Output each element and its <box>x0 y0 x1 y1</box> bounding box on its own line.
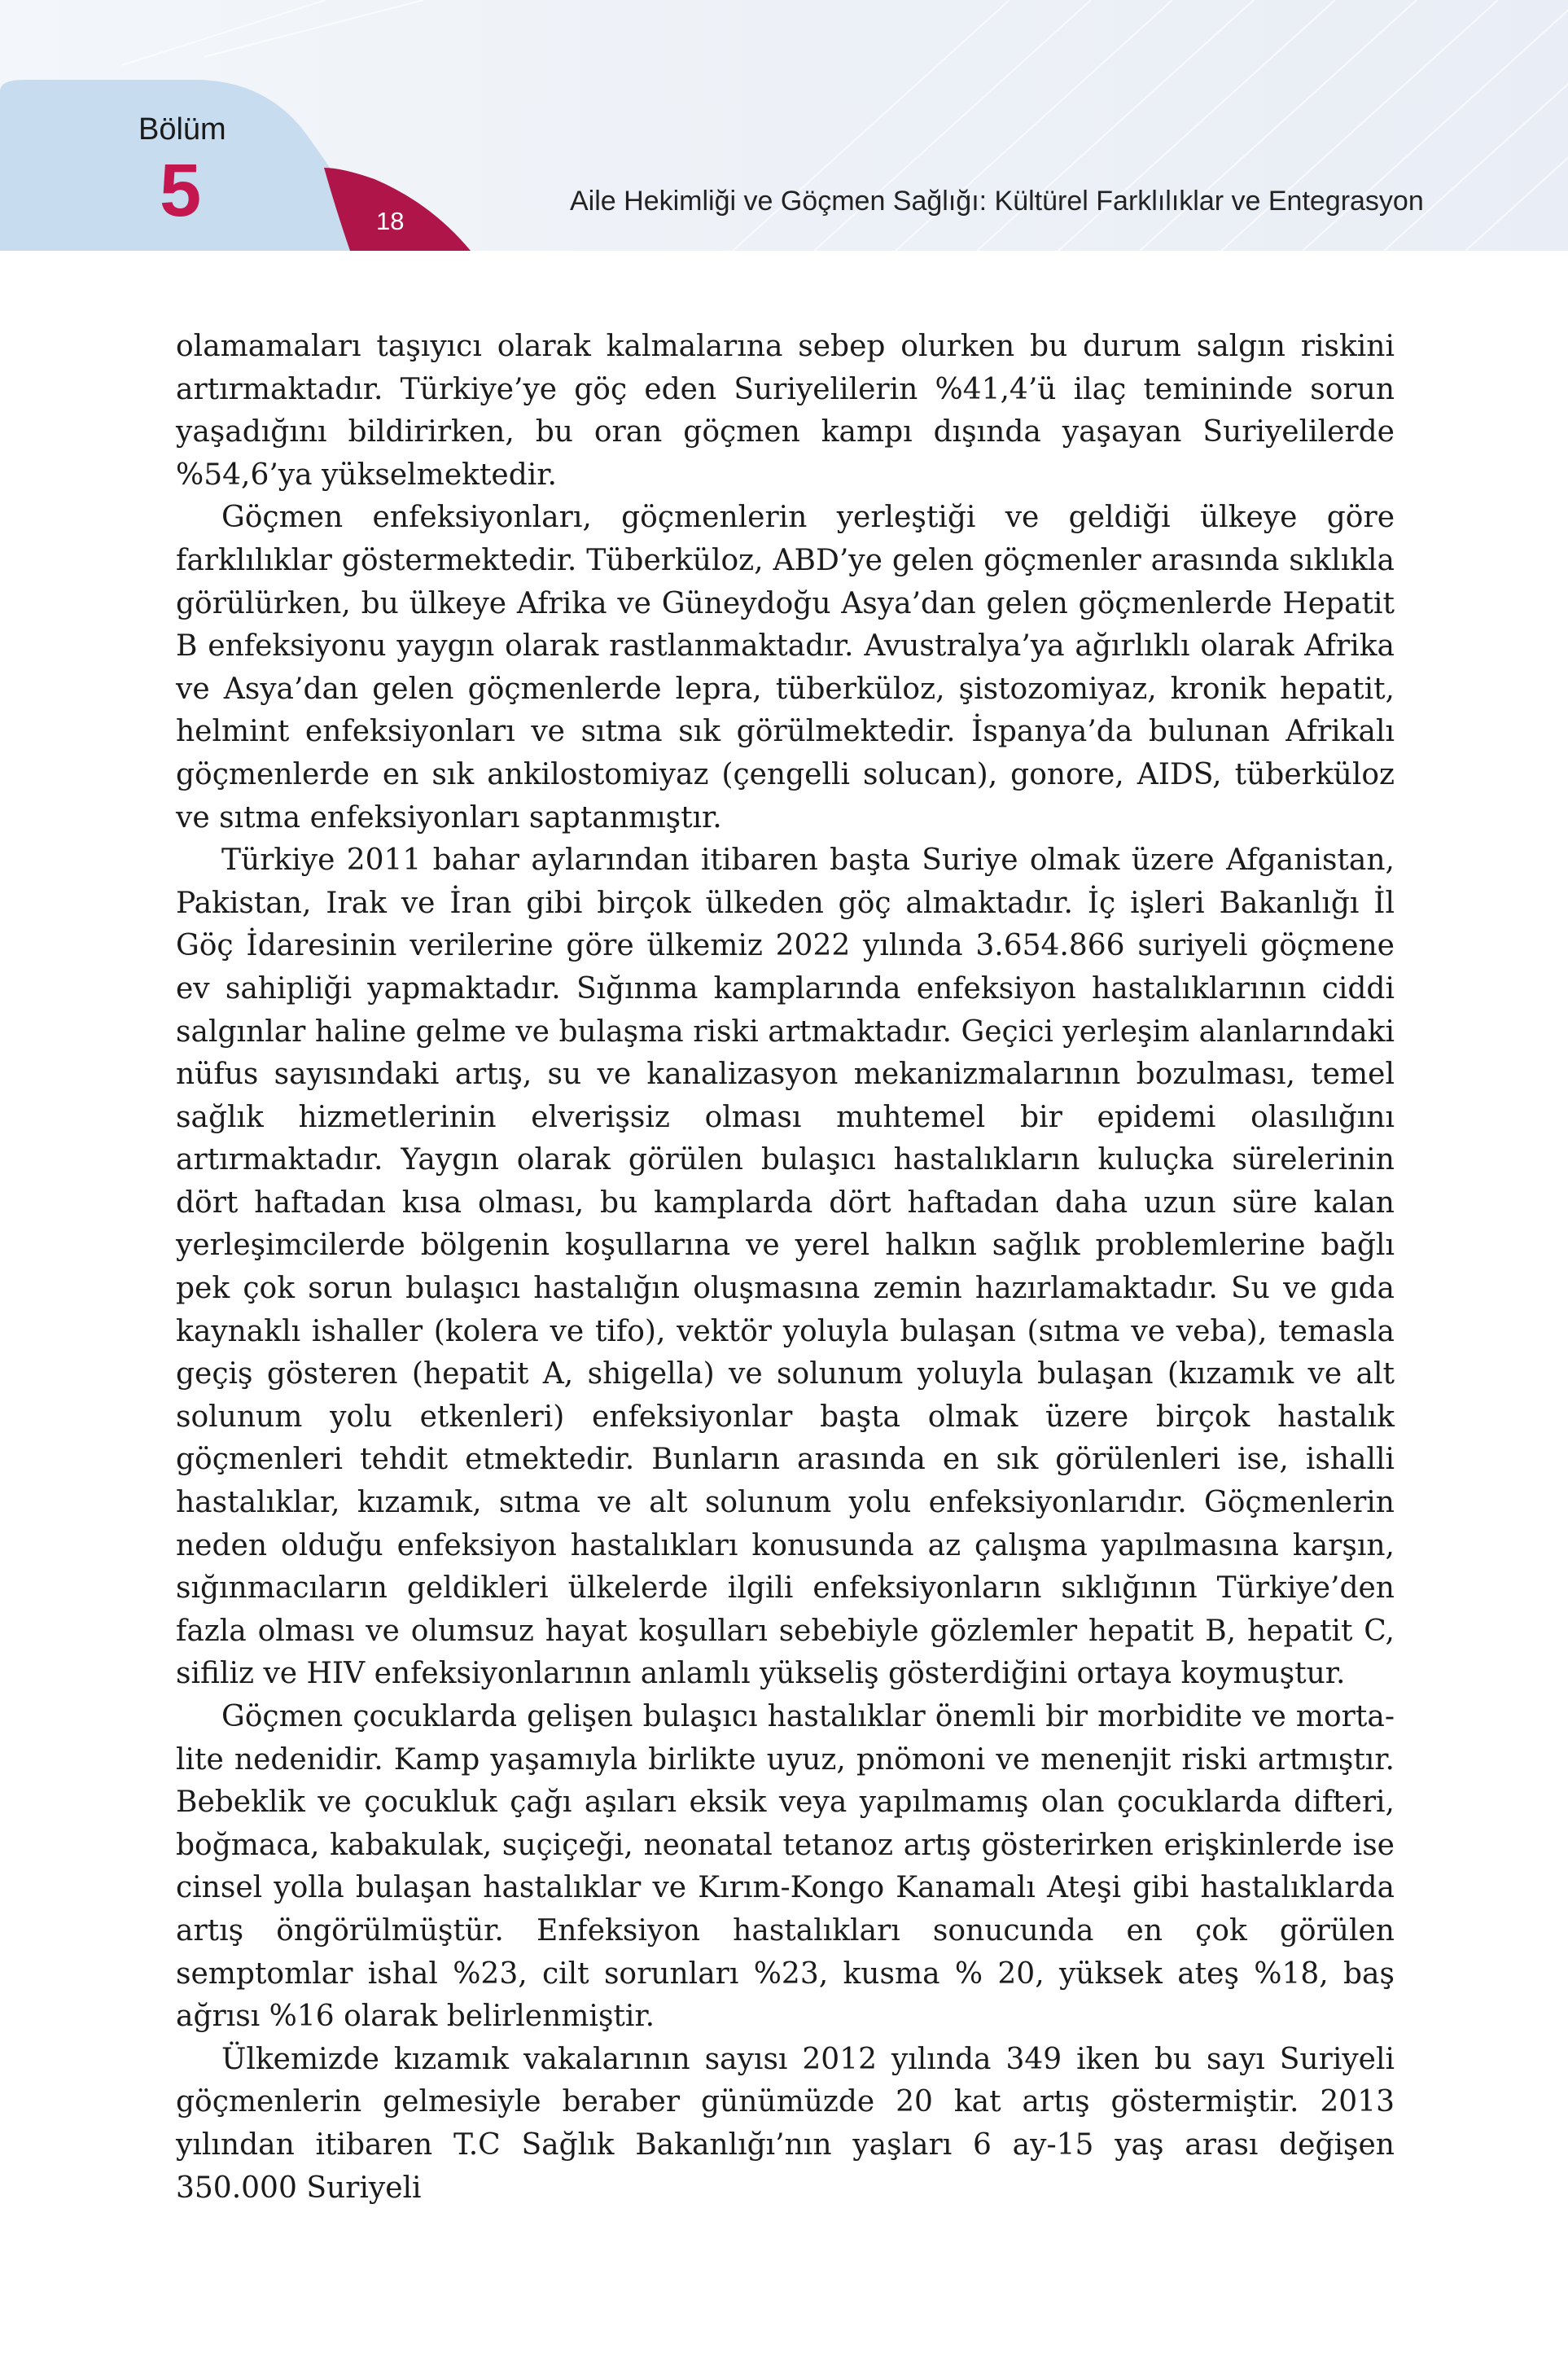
page-number: 18 <box>376 207 405 235</box>
paragraph: Göçmen çocuklarda gelişen bulaşıcı hastalıklar önemli bir morbidite ve mortalite nedenidir. Kamp yaşamıyla birlikte uyuz, pnömoni ve menenjit riski artmıştır. Bebeklik ve çocukluk çağı aşıları eksik veya yapılmamış olan çocuklarda difteri, boğmaca, kabakulak, suçiçeği, neonatal tetanoz artış gösterirken erişkinlerde ise cinsel yolla bulaşan hastalıklar ve Kırım-Kongo Kanamalı Ateşi gibi hastalıklarda artış öngörülmüştür. Enfeksiyon hastalıkları sonucunda en çok görülen semptomlar ishal %23, cilt sorunları %23, kusma % 20, yüksek ateş %18, baş ağrısı %16 olarak belirlenmiştir. <box>176 1700 1395 2034</box>
paragraph: Ülkemizde kızamık vakalarının sayısı 2012 yılında 349 iken bu sayı Suriyeli göçmenlerin gelmesiyle beraber günümüzde 20 kat artış göstermiştir. 2013 yılından itibaren T.C Sağlık Bakanlığı’nın yaşları 6 ay-15 yaş arası değişen 350.000 Suriyeli <box>176 2042 1395 2205</box>
running-title: Aile Hekimliği ve Göçmen Sağlığı: Kültürel Farklılıklar ve Entegrasyon <box>570 186 1424 217</box>
body-text <box>176 326 1395 2210</box>
page-header <box>0 0 1568 251</box>
paragraph: Göçmen enfeksiyonları, göçmenlerin yerleştiği ve geldiği ülkeye göre farklılıklar göstermektedir. Tüberküloz, ABD’ye gelen göçmenler arasında sıklıkla görülürken, bu ülkeye Afrika ve Güneydoğu Asya’dan gelen göçmenlerde Hepatit B enfeksiyonu yaygın olarak rastlanmaktadır. Avustralya’ya ağırlıklı olarak Afrika ve Asya’dan gelen göçmenlerde lepra, tüberküloz, şistozomiyaz, kronik hepatit, helmint enfeksiyonları ve sıtma sık görülmektedir. İspanya’da bulunan Afrikalı göçmenlerde en sık ankilostomiyaz (çengelli solucan), gonore, AIDS, tüberküloz ve sıtma enfeksiyonları saptanmıştır. <box>176 501 1395 835</box>
chapter-number: 5 <box>160 149 202 232</box>
paragraph: Türkiye 2011 bahar aylarından itibaren başta Suriye olmak üzere Afganistan, Pakistan, Irak ve İran gibi birçok ülkeden göç almaktadır. İç işleri Bakanlığı İl Göç İdaresinin verilerine göre ülkemiz 2022 yılında 3.654.866 suriyeli göçmene ev sahipliği yapmaktadır. Sığınma kamplarında enfeksiyon hastalıklarının ciddi salgınlar haline gelme ve bulaşma riski artmaktadır. Geçici yerleşim alanlarındaki nüfus sayısındaki artış, su ve kanalizasyon mekanizmalarının bozulması, temel sağlık hizmetlerinin elverişsiz olması muhtemel bir epidemi olasılığını artırmaktadır. Yaygın olarak görülen bulaşıcı hastalıkların kuluçka sürelerinin dört haftadan kısa olması, bu kamplarda dört haftadan daha uzun süre kalan yerleşimcilerde bölgenin koşullarına ve yerel halkın sağlık problemlerine bağlı pek çok sorun bulaşıcı hastalığın oluşmasına zemin hazırlamaktadır. Su ve gıda kaynaklı ishaller (kolera ve tifo), vektör yoluyla bulaşan (sıtma ve veba), temasla geçiş gösteren (hepatit A, shigella) ve solunum yoluyla bulaşan (kızamık ve alt solunum yolu etkenleri) enfeksiyonlar başta olmak üzere birçok hastalık göçmenleri tehdit etmektedir. Bunların arasında en sık görülenleri ise, ishalli hastalıklar, kızamık, sıtma ve alt solunum yolu enfeksiyonlarıdır. Göçmenlerin neden olduğu enfeksiyon hastalıkları konusunda az çalışma yapılmasına karşın, sığınmacıların geldikleri ülkelerde ilgili enfeksiyonların sıklığının Türkiye’den fazla olması ve olumsuz hayat koşulları sebebiyle gözlemler hepatit B, hepatit C, sifiliz ve HIV enfeksiyonlarının anlamlı yükseliş gösterdiğini ortaya koymuştur. <box>176 843 1395 1691</box>
chapter-label: Bölüm <box>138 112 226 147</box>
paragraph: olamamaları taşıyıcı olarak kalmalarına sebep olurken bu durum salgın riskini artırmaktadır. Türkiye’ye göç eden Suriyelilerin %41,4’ü ilaç temininde sorun yaşadığını bildirirken, bu oran göçmen kampı dışında yaşayan Suriyelilerde %54,6’ya yükselmektedir. <box>176 330 1395 492</box>
